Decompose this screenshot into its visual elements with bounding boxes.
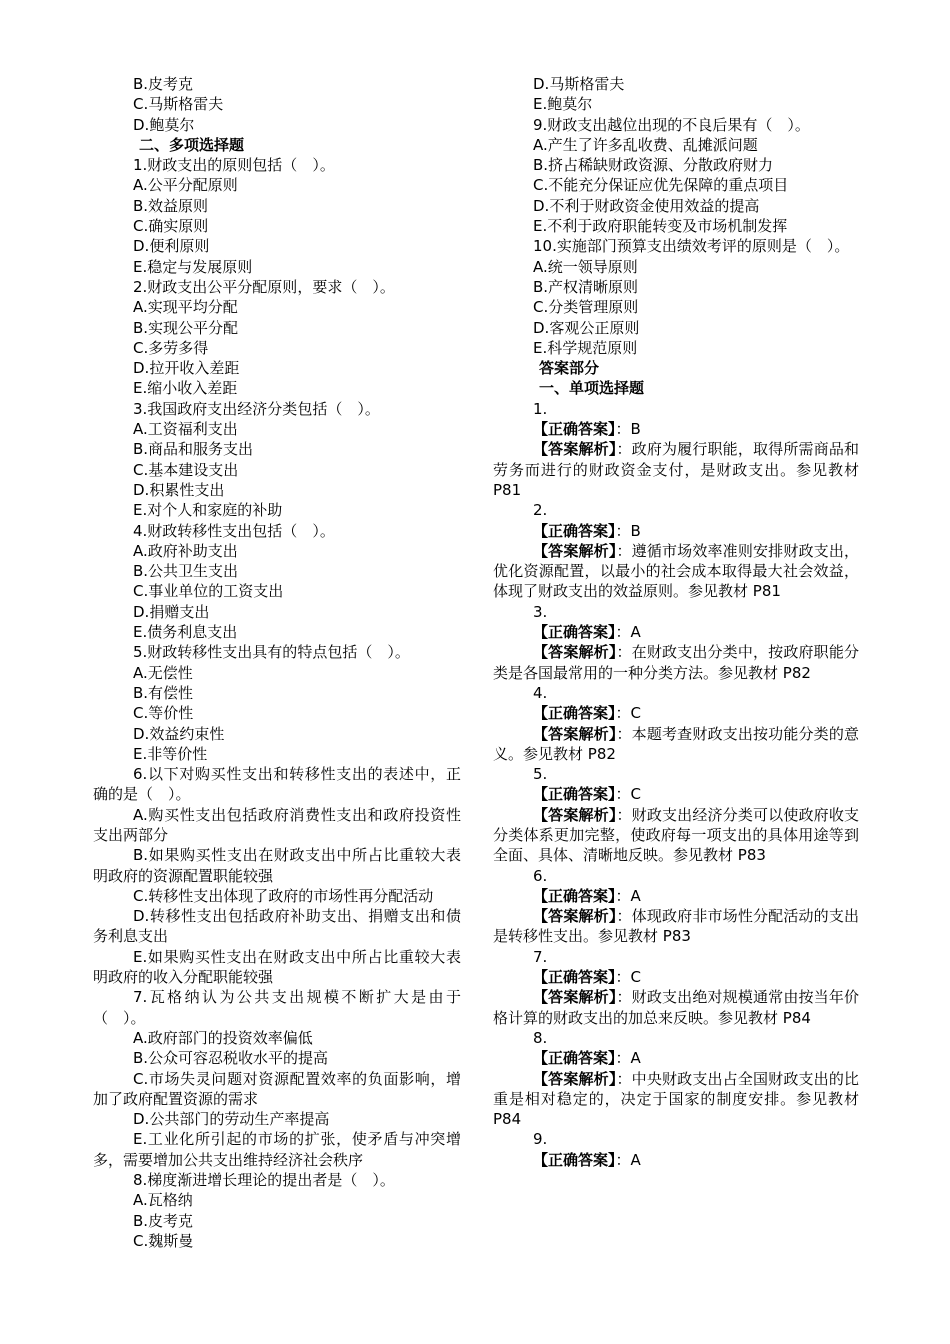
option: A.公平分配原则	[133, 176, 238, 195]
option: A.产生了许多乱收费、乱摊派问题	[533, 135, 758, 154]
answer-number: 8.	[533, 1028, 548, 1047]
option: E.科学规范原则	[533, 338, 638, 357]
correct-answer-label: 【正确答案】	[533, 704, 616, 723]
option: B.皮考克	[133, 1211, 194, 1230]
answer-number: 7.	[533, 947, 548, 966]
correct-answer-value: ：A	[615, 886, 641, 905]
option: C.事业单位的工资支出	[133, 582, 284, 601]
correct-answer-line	[493, 967, 859, 987]
question-stem: 4.财政转移性支出包括（ ）。	[133, 521, 335, 540]
question-stem: 1.财政支出的原则包括（ ）。	[133, 156, 335, 175]
answer-number: 2.	[533, 501, 548, 520]
correct-answer-label: 【正确答案】	[533, 968, 616, 987]
answer-analysis	[493, 906, 859, 947]
option: D.公共部门的劳动生产率提高	[133, 1110, 330, 1129]
option: E.非等价性	[133, 744, 208, 763]
correct-answer-line	[493, 419, 859, 439]
option: C.市场失灵问题对资源配置效率的负面影响，增加了政府配置资源的需求	[93, 1069, 461, 1108]
option: E.如果购买性支出在财政支出中所占比重较大表明政府的收入分配职能较强	[93, 947, 461, 987]
analysis-text: ：财政支出经济分类可以使政府收支分类体系更加完整，使政府每一项支出的具体用途等到全面、具体、清晰地反映。参见教材 P83	[493, 805, 859, 865]
analysis-text: ：政府为履行职能，取得所需商品和劳务而进行的财政资金支付，是财政支出。参见教材 P81	[493, 440, 859, 499]
answer-number: 1.	[533, 399, 548, 418]
option: E.工业化所引起的市场的扩张，使矛盾与冲突增多，需要增加公共支出维持经济社会秩序	[93, 1130, 461, 1169]
option: D.拉开收入差距	[133, 359, 240, 378]
analysis-label: 【答案解析】	[533, 541, 617, 560]
correct-answer-label: 【正确答案】	[533, 521, 616, 540]
option: D.不利于财政资金使用效益的提高	[533, 196, 760, 215]
option: E.稳定与发展原则	[133, 257, 253, 276]
correct-answer-line	[493, 1150, 859, 1170]
option: D.积累性支出	[133, 480, 225, 499]
correct-answer-value: ：C	[615, 704, 641, 723]
option: B.产权清晰原则	[533, 277, 639, 296]
option: D.转移性支出包括政府补助支出、捐赠支出和债务利息支出	[93, 907, 461, 946]
option: A.政府部门的投资效率偏低	[133, 1028, 313, 1047]
analysis-text: ：中央财政支出占全国财政支出的比重是相对稳定的，决定于国家的制度安排。参见教材 P84	[493, 1069, 859, 1129]
option: D.客观公正原则	[533, 318, 640, 337]
question-stem: 5.财政转移性支出具有的特点包括（ ）。	[133, 643, 410, 662]
correct-answer-label: 【正确答案】	[533, 420, 616, 439]
option: E.对个人和家庭的补助	[133, 501, 283, 520]
option: A.购买性支出包括政府消费性支出和政府投资性支出两部分	[93, 805, 461, 844]
analysis-label: 【答案解析】	[533, 724, 617, 743]
option: B.实现公平分配	[133, 318, 239, 337]
correct-answer-line	[493, 521, 859, 541]
question-stem: 10.实施部门预算支出绩效考评的原则是（ ）。	[533, 237, 850, 256]
option: D.效益约束性	[133, 724, 225, 743]
correct-answer-value: ：A	[615, 1049, 641, 1068]
answer-analysis	[493, 642, 859, 683]
option: B.有偿性	[133, 683, 194, 702]
option: D.便利原则	[133, 237, 210, 256]
analysis-label: 【答案解析】	[533, 907, 617, 926]
option: B.公共卫生支出	[133, 562, 239, 581]
question-stem: 6.以下对购买性支出和转移性支出的表述中，正确的是（ ）。	[93, 765, 461, 804]
answer-analysis	[493, 541, 859, 602]
left-column	[93, 74, 461, 1251]
option: B.公众可容忍税收水平的提高	[133, 1049, 329, 1068]
analysis-text: ：本题考查财政支出按功能分类的意义。参见教材 P82	[493, 724, 859, 763]
option: C.确实原则	[133, 217, 209, 236]
analysis-label: 【答案解析】	[533, 805, 617, 824]
correct-answer-line	[493, 886, 859, 906]
option: B.如果购买性支出在财政支出中所占比重较大表明政府的资源配置职能较强	[93, 846, 461, 885]
answer-analysis	[493, 987, 859, 1028]
option: B.商品和服务支出	[133, 440, 254, 459]
section-heading-single: 一、单项选择题	[539, 379, 645, 398]
question-stem: 8.梯度渐进增长理论的提出者是（ ）。	[133, 1171, 395, 1190]
analysis-label: 【答案解析】	[533, 440, 617, 459]
option: C.等价性	[133, 704, 194, 723]
answer-number: 4.	[533, 683, 548, 702]
correct-answer-value: ：C	[615, 785, 641, 804]
option: A.瓦格纳	[133, 1191, 193, 1210]
answer-analysis	[493, 805, 859, 866]
option: C.不能充分保证应优先保障的重点项目	[533, 176, 789, 195]
correct-answer-value: ：C	[615, 968, 641, 987]
option: A.政府补助支出	[133, 541, 238, 560]
option: C.马斯格雷夫	[133, 95, 224, 114]
answer-number: 5.	[533, 765, 548, 784]
correct-answer-label: 【正确答案】	[533, 886, 616, 905]
option: B.挤占稀缺财政资源、分散政府财力	[533, 156, 774, 175]
analysis-text: ：体现政府非市场性分配活动的支出是转移性支出。参见教材 P83	[493, 907, 859, 946]
option: D.马斯格雷夫	[533, 75, 625, 93]
option: C.多劳多得	[133, 338, 209, 357]
analysis-text: ：在财政支出分类中，按政府职能分类是各国最常用的一种分类方法。参见教材 P82	[493, 643, 859, 682]
correct-answer-value: ：A	[615, 623, 641, 642]
correct-answer-label: 【正确答案】	[533, 1150, 616, 1169]
answer-number: 9.	[533, 1130, 548, 1149]
answer-section-title: 答案部分	[539, 359, 600, 378]
answer-number: 3.	[533, 602, 548, 621]
analysis-text: ：财政支出绝对规模通常由按当年价格计算的财政支出的加总来反映。参见教材 P84	[493, 988, 859, 1027]
option: D.捐赠支出	[133, 602, 210, 621]
option: D.鲍莫尔	[133, 115, 195, 134]
correct-answer-value: ：A	[615, 1150, 641, 1169]
option: B.效益原则	[133, 196, 209, 215]
analysis-label: 【答案解析】	[533, 988, 617, 1007]
option: C.魏斯曼	[133, 1231, 194, 1250]
answer-analysis	[493, 724, 859, 765]
correct-answer-line	[493, 622, 859, 642]
question-stem: 7.瓦格纳认为公共支出规模不断扩大是由于（ ）。	[93, 988, 461, 1027]
analysis-text: ：遵循市场效率准则安排财政支出，优化资源配置，以最小的社会成本取得最大社会效益，体现了财政支出的效益原则。参见教材 P81	[493, 541, 859, 601]
option: B.皮考克	[133, 75, 194, 93]
question-stem: 9.财政支出越位出现的不良后果有（ ）。	[533, 115, 810, 134]
question-stem: 2.财政支出公平分配原则，要求（ ）。	[133, 277, 395, 296]
right-column	[493, 74, 859, 1170]
option: A.工资福利支出	[133, 420, 238, 439]
option: C.转移性支出体现了政府的市场性再分配活动	[133, 886, 434, 905]
answer-number: 6.	[533, 866, 548, 885]
answer-analysis	[493, 439, 859, 500]
correct-answer-label: 【正确答案】	[533, 623, 616, 642]
correct-answer-label: 【正确答案】	[533, 1049, 616, 1068]
section-heading-multi: 二、多项选择题	[139, 135, 245, 154]
correct-answer-line	[493, 1048, 859, 1068]
option: C.基本建设支出	[133, 460, 239, 479]
answer-analysis	[493, 1069, 859, 1130]
option: E.不利于政府职能转变及市场机制发挥	[533, 217, 788, 236]
option: A.统一领导原则	[533, 257, 638, 276]
analysis-label: 【答案解析】	[533, 1069, 617, 1088]
correct-answer-line	[493, 703, 859, 723]
correct-answer-line	[493, 784, 859, 804]
option: C.分类管理原则	[533, 298, 639, 317]
option: E.缩小收入差距	[133, 379, 238, 398]
correct-answer-value: ：B	[615, 420, 641, 439]
question-stem: 3.我国政府支出经济分类包括（ ）。	[133, 399, 380, 418]
option: A.无偿性	[133, 663, 193, 682]
option: A.实现平均分配	[133, 298, 238, 317]
option: E.鲍莫尔	[533, 95, 593, 114]
analysis-label: 【答案解析】	[533, 643, 617, 662]
option: E.债务利息支出	[133, 623, 238, 642]
correct-answer-value: ：B	[615, 521, 641, 540]
correct-answer-label: 【正确答案】	[533, 785, 616, 804]
